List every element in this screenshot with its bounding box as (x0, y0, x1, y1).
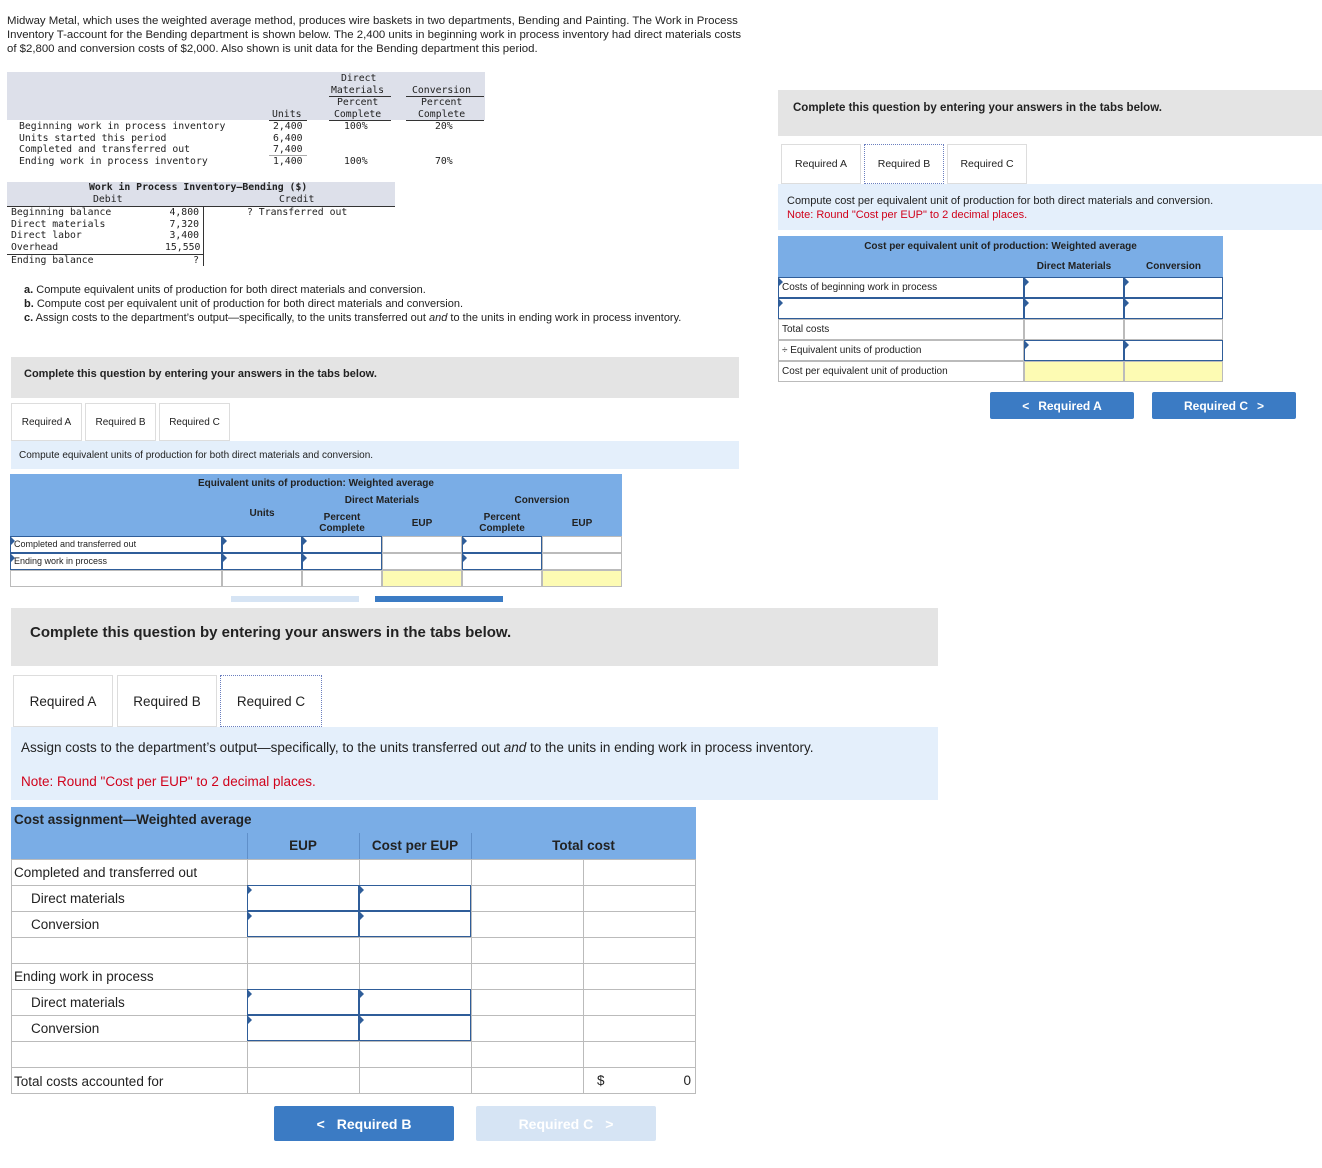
dm-header-3: Percent (337, 97, 379, 108)
t-row-label: Direct materials (11, 219, 106, 230)
cpe-dm-eup-input[interactable] (1024, 340, 1124, 361)
eup-dm-pct-input[interactable] (302, 536, 382, 553)
eup-cv-pct-header: Percent Complete (479, 512, 525, 534)
ca-ending-dm-cpe-input[interactable] (359, 989, 471, 1015)
credit-entry: ? Transferred out (247, 207, 348, 218)
t-account-title: Work in Process Inventory—Bending ($) (89, 182, 308, 193)
ca-ending-cv-label: Conversion (31, 1021, 100, 1036)
eup-cv-eup-cell (542, 553, 622, 570)
tab-required-a[interactable]: Required A (11, 403, 82, 441)
t-row-label: Ending balance (11, 255, 94, 266)
ca-completed-cv-cpe-input[interactable] (359, 911, 471, 937)
ca-completed-cv-eup-input[interactable] (247, 911, 359, 937)
ca-ending-dm-eup-input[interactable] (247, 989, 359, 1015)
t-row-label: Beginning balance (11, 207, 112, 218)
ca-ending-dm-label: Direct materials (31, 995, 125, 1010)
ca-ending-cv-cpe-input[interactable] (359, 1015, 471, 1041)
eup-dm-total (382, 570, 462, 587)
eup-table-title: Equivalent units of production: Weighted average (198, 478, 434, 489)
ca-total-label: Total costs accounted for (14, 1074, 164, 1089)
eup-total-units-cell (222, 570, 302, 587)
t-row-value: 4,800 (169, 207, 199, 218)
unit-row-units: 1,400 (273, 156, 303, 167)
instruction-a: Compute equivalent units of production for both direct materials and conversion. (11, 441, 739, 469)
cpe-row-eup: ÷ Equivalent units of production (778, 340, 1024, 361)
t-row-value: 7,320 (169, 219, 199, 230)
ca-total-currency: $ (597, 1073, 605, 1088)
t-row-value: 15,550 (165, 242, 201, 253)
cpe-table-title: Cost per equivalent unit of production: Weighted average (864, 241, 1137, 252)
tab-required-b[interactable]: Required B (117, 675, 217, 727)
eup-units-input[interactable] (222, 536, 302, 553)
eup-cv-total (542, 570, 622, 587)
cpe-dm-result (1024, 361, 1124, 382)
credit-header: Credit (279, 194, 315, 205)
dm-header-2: Materials (331, 85, 385, 96)
eup-dm-header: Direct Materials (344, 495, 420, 506)
eup-cv-eup-cell (542, 536, 622, 553)
eup-total-dm-pct-cell (302, 570, 382, 587)
cpe-cv-header: Conversion (1145, 261, 1201, 272)
chevron-left-icon: < (1022, 398, 1030, 413)
cpe-cv-total (1124, 319, 1223, 340)
unit-row-cv: 70% (435, 156, 453, 167)
problem-intro: Midway Metal, which uses the weighted average method, produces wire baskets in two departments, Bending and Painting. The Work in Process Inventory T-account for the Bending department is shown below. The 2,400 units in beginning work in process inventory had direct materials costs of $2,800 and conversion costs of $2,000. Also shown is unit data for the Bending department this period. (7, 15, 742, 55)
eup-total-label-cell (10, 570, 222, 587)
tab-required-a[interactable]: Required A (13, 675, 113, 727)
unit-row-label: Units started this period (19, 133, 167, 144)
unit-row-units: 7,400 (273, 144, 303, 155)
cpe-cv-input[interactable] (1124, 298, 1223, 319)
ca-total-value: 0 (683, 1073, 691, 1088)
cpe-dm-header: Direct Materials (1036, 261, 1112, 272)
t-row-label: Direct labor (11, 230, 82, 241)
tab-required-b[interactable]: Required B (85, 403, 156, 441)
banner-a: Complete this question by entering your answers in the tabs below. (11, 357, 739, 398)
cv-header-3: Complete (418, 109, 466, 120)
chevron-right-icon: > (605, 1115, 614, 1132)
dm-header-4: Complete (334, 109, 382, 120)
t-row-value: ? (193, 255, 199, 266)
tab-required-c[interactable]: Required C (220, 675, 322, 727)
cpe-dm-input[interactable] (1024, 298, 1124, 319)
question-b: b. Compute cost per equivalent unit of production for both direct materials and conversion. (24, 298, 464, 310)
cpe-dm-input[interactable] (1024, 277, 1124, 298)
questions-list (24, 283, 724, 325)
eup-cv-pct-input[interactable] (462, 553, 542, 570)
eup-dm-eup-cell (382, 536, 462, 553)
cpe-row-cost-per-eup: Cost per equivalent unit of production (778, 361, 1024, 382)
note-c: Note: Round "Cost per EUP" to 2 decimal places. (21, 774, 316, 789)
eup-total-cv-pct-cell (462, 570, 542, 587)
eup-row-ending: Ending work in process (10, 553, 222, 570)
banner-b: Complete this question by entering your answers in the tabs below. (778, 90, 1322, 136)
next-button[interactable]: Required C > (1152, 392, 1296, 419)
unit-row-dm: 100% (344, 156, 368, 167)
cpe-row-beginning: Costs of beginning work in process (778, 277, 1024, 298)
cpe-row-blank[interactable] (778, 298, 1024, 319)
tab-required-b[interactable]: Required B (864, 144, 944, 184)
eup-table (10, 474, 622, 586)
cost-per-eup-table (778, 236, 1223, 382)
next-button-disabled[interactable]: Required C > (476, 1106, 656, 1141)
unit-row-cv: 20% (435, 121, 453, 132)
eup-units-header: Units (249, 508, 275, 519)
eup-cv-eup-header: EUP (571, 518, 593, 529)
unit-row-units: 2,400 (273, 121, 303, 132)
question-c: c. Assign costs to the department’s output—specifically, to the units transferred out and to the units in ending work in process inventory. (24, 312, 682, 324)
chevron-right-icon: > (1257, 398, 1265, 413)
cv-header-1: Conversion (412, 85, 471, 96)
eup-dm-eup-header: EUP (411, 518, 433, 529)
note-b: Note: Round "Cost per EUP" to 2 decimal places. (787, 209, 1028, 221)
ca-cpe-header: Cost per EUP (371, 838, 459, 853)
eup-cv-header: Conversion (514, 495, 570, 506)
banner-c: Complete this question by entering your answers in the tabs below. (11, 608, 938, 666)
t-row-label: Overhead (11, 242, 59, 253)
unit-row-label: Completed and transferred out (19, 144, 191, 155)
tab-required-a[interactable]: Required A (781, 144, 861, 184)
eup-dm-eup-cell (382, 553, 462, 570)
tab-required-c[interactable]: Required C (159, 403, 230, 441)
ca-completed-dm-cpe-input[interactable] (359, 885, 471, 911)
chevron-left-icon: < (316, 1115, 325, 1132)
tab-required-c[interactable]: Required C (947, 144, 1027, 184)
eup-units-input[interactable] (222, 553, 302, 570)
next-button-partial[interactable] (375, 596, 503, 602)
ca-table-title: Cost assignment—Weighted average (14, 812, 252, 827)
cpe-dm-total (1024, 319, 1124, 340)
prev-button-partial[interactable] (231, 596, 359, 602)
ca-completed-dm-eup-input[interactable] (247, 885, 359, 911)
ca-completed-dm-label: Direct materials (31, 891, 125, 906)
ca-ending-cv-eup-input[interactable] (247, 1015, 359, 1041)
cpe-row-total: Total costs (778, 319, 1024, 340)
cpe-cv-input[interactable] (1124, 277, 1223, 298)
t-row-value: 3,400 (169, 230, 199, 241)
question-a: a. Compute equivalent units of production for both direct materials and conversion. (24, 284, 426, 296)
cost-assignment-table (11, 807, 696, 1095)
cpe-cv-eup-input[interactable] (1124, 340, 1223, 361)
instruction-c: Assign costs to the department’s output—specifically, to the units transferred out and to the units in ending work in process inventory. Note: Round "Cost per EUP" to 2 decimal places. (11, 727, 938, 800)
eup-dm-pct-header: Percent Complete (319, 512, 365, 534)
unit-row-label: Beginning work in process inventory (19, 121, 226, 132)
prev-button[interactable]: < Required B (274, 1106, 454, 1141)
prev-button[interactable]: < Required A (990, 392, 1134, 419)
ca-total-header: Total cost (552, 838, 615, 853)
ca-completed-cv-label: Conversion (31, 917, 100, 932)
unit-row-units: 6,400 (273, 133, 303, 144)
cv-header-2: Percent (421, 97, 463, 108)
dm-header-1: Direct (341, 73, 377, 84)
eup-row-completed: Completed and transferred out (10, 536, 222, 553)
unit-row-label: Ending work in process inventory (19, 156, 208, 167)
unit-row-dm: 100% (344, 121, 368, 132)
instruction-b: Compute cost per equivalent unit of production for both direct materials and conversion. Note: Round "Cost per EUP" to 2 decimal places. (778, 184, 1322, 230)
ca-ending-label: Ending work in process (14, 969, 154, 984)
ca-completed-label: Completed and transferred out (14, 865, 198, 880)
eup-cv-pct-input[interactable] (462, 536, 542, 553)
units-header: Units (272, 109, 302, 120)
cpe-cv-result (1124, 361, 1223, 382)
eup-dm-pct-input[interactable] (302, 553, 382, 570)
debit-header: Debit (93, 194, 123, 205)
ca-eup-header: EUP (289, 838, 317, 853)
